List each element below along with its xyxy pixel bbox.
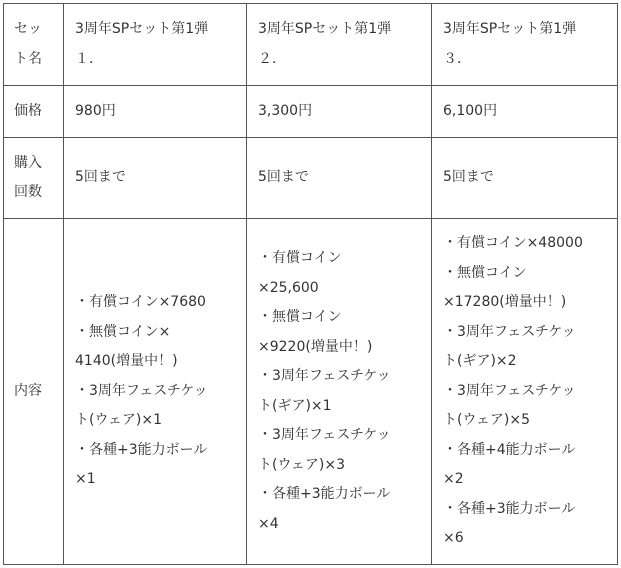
set2-content-line: ・無償コイン [258,309,342,325]
set3-content-line: ・各種+4能力ボール [443,441,576,458]
set1-content-line: ・3周年フェスチケッ [75,382,208,399]
set3-content-line: ・各種+3能力ボール [443,500,576,517]
set1-content-cell [64,219,247,565]
row-header-price: 価格 [4,86,64,138]
set3-content-line: ト(ギア)×2 [443,353,517,370]
table-row-price [4,86,618,138]
set2-content-line: ×4 [258,515,279,532]
set3-content-line: ・3周年フェスチケッ [443,323,576,340]
set3-content-line: ・有償コイン×48000 [443,235,583,252]
set1-content-line: ・有償コイン×7680 [75,294,206,311]
set2-content-line: ×25,600 [258,279,319,296]
set2-name-line1: 3周年SPセット第1弾 [258,21,392,37]
set2-price-cell: 3,300円 [247,86,432,138]
set1-content-line: 4140(増量中！) [75,353,178,370]
set3-content-line: ・3周年フェスチケッ [443,382,576,399]
set1-content-line: ・各種+3能力ボール [75,441,208,458]
set3-name-line2: ３． [443,50,471,67]
set3-name-cell [432,4,618,86]
set3-price-cell: 6,100円 [432,86,618,138]
set2-content-line: ・有償コイン [258,250,342,266]
set3-content-cell [432,219,618,565]
row-header-purchase-count [4,138,64,219]
set2-content-line: ・3周年フェスチケッ [258,368,391,384]
set2-content-line: ト(ギア)×1 [258,397,332,414]
set2-content-cell [247,219,432,565]
set2-name-cell [247,4,432,86]
set3-content-line: ×6 [443,530,464,547]
set2-content-line: ・3周年フェスチケッ [258,427,391,443]
row-header-set-name [4,4,64,86]
set3-content-line: ×17280(増量中！) [443,294,567,311]
row-header-set-name-line1: セッ [14,21,42,37]
set3-name-line1: 3周年SPセット第1弾 [443,21,577,37]
set1-count-cell: 5回まで [64,138,247,219]
set2-count-cell: 5回まで [247,138,432,219]
set-comparison-table [3,3,618,565]
set3-content-line: ×2 [443,471,464,488]
row-header-set-name-line2: ト名 [14,50,42,67]
set1-name-cell [64,4,247,86]
set1-name-line1: 3周年SPセット第1弾 [75,21,209,37]
set2-content-line: ・各種+3能力ボール [258,486,391,502]
set3-count-cell: 5回まで [432,138,618,219]
set2-content-line: ×9220(増量中！) [258,338,373,355]
set2-content-line: ト(ウェア)×3 [258,456,346,473]
set3-content-line: ・無償コイン [443,264,527,281]
set3-content-line: ト(ウェア)×5 [443,412,531,429]
set1-price-cell: 980円 [64,86,247,138]
set1-content-line: ×1 [75,471,96,488]
table-row-purchase-count [4,138,618,219]
set1-content-line: ・無償コイン× [75,323,171,340]
set1-name-line2: １． [75,50,103,67]
table-row-content [4,219,618,565]
row-header-content: 内容 [4,219,64,565]
row-header-purchase-count-line1: 購入 [14,154,42,171]
set2-name-line2: ２． [258,50,286,67]
row-header-purchase-count-line2: 回数 [14,184,42,200]
set1-content-line: ト(ウェア)×1 [75,412,163,429]
table-row-set-name [4,4,618,86]
